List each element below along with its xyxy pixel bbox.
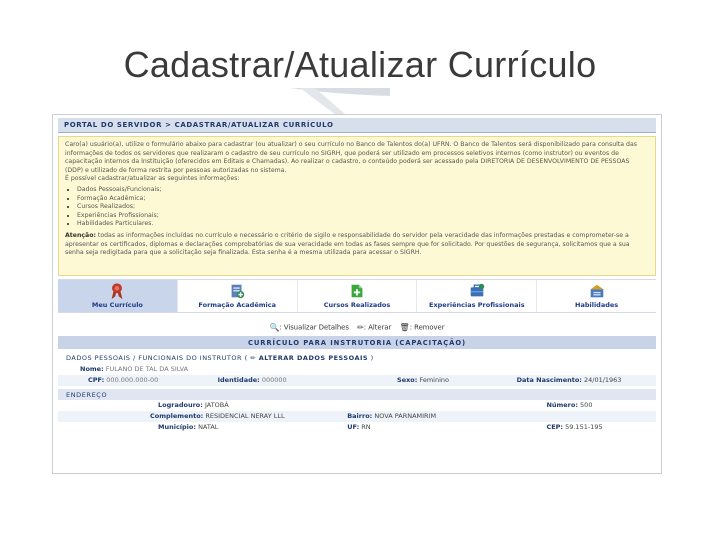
municipio-label: Município: xyxy=(158,423,196,431)
table-row xyxy=(58,375,656,386)
identidade-label: Identidade: xyxy=(217,376,260,384)
cep-value: 59.151-195 xyxy=(565,423,603,431)
table-row xyxy=(58,364,656,375)
table-row xyxy=(58,411,656,422)
alter-personal-data-link[interactable]: ALTERAR DADOS PESSOAIS xyxy=(258,354,369,362)
menu-experiencias-profissionais[interactable] xyxy=(417,280,537,312)
menu-meu-curriculo[interactable] xyxy=(58,280,178,312)
magnifier-icon: 🔍 xyxy=(269,323,280,332)
bairro-value: NOVA PARNAMIRIM xyxy=(374,412,437,420)
nome-value: FULANO DE TAL DA SILVA xyxy=(105,365,189,373)
list-item: ▪ Experiências Profissionais; xyxy=(77,212,649,221)
screenshot-panel xyxy=(52,114,662,474)
legend-edit: ✏: Alterar xyxy=(357,323,392,332)
complemento-label: Complemento: xyxy=(150,412,204,420)
sexo-value: Feminino xyxy=(419,376,449,384)
sexo-label: Sexo: xyxy=(397,376,418,384)
list-item: ▪ Cursos Realizados; xyxy=(77,203,649,212)
add-document-icon xyxy=(228,282,246,300)
identidade-value: 000000 xyxy=(261,376,287,384)
uf-value: RN xyxy=(361,423,371,431)
briefcase-icon xyxy=(468,282,486,300)
list-item: ▪ Formação Acadêmica; xyxy=(77,195,649,204)
info-list xyxy=(77,186,649,229)
breadcrumb: PORTAL DO SERVIDOR > CADASTRAR/ATUALIZAR CURRÍCULO xyxy=(58,118,656,133)
cep-label: CEP: xyxy=(546,423,564,431)
menu-label: Experiências Profissionais xyxy=(429,301,525,309)
skills-icon xyxy=(588,282,606,300)
legend-view: 🔍: Visualizar Detalhes xyxy=(269,323,349,332)
menu-label: Cursos Realizados xyxy=(323,301,391,309)
menu-formacao-academica[interactable] xyxy=(178,280,298,312)
cpf-value: 000.000.000-00 xyxy=(106,376,159,384)
menu-label: Meu Currículo xyxy=(91,301,143,309)
trash-icon: 🗑 xyxy=(399,323,410,332)
table-row xyxy=(58,400,656,411)
edit-icon: ✏ xyxy=(250,354,257,362)
menu-label: Formação Acadêmica xyxy=(198,301,276,309)
legend xyxy=(53,318,661,336)
menu-label: Habilidades xyxy=(575,301,619,309)
personal-data-heading: DADOS PESSOAIS / FUNCIONAIS DO INSTRUTOR ( ✏ ALTERAR DADOS PESSOAIS ) xyxy=(66,354,374,362)
list-item: ▪ Dados Pessoais/Funcionais; xyxy=(77,186,649,195)
numero-value: 500 xyxy=(580,401,593,409)
section-title: CURRÍCULO PARA INSTRUTORIA (CAPACITAÇÃO) xyxy=(58,336,656,349)
nome-label: Nome: xyxy=(80,365,104,373)
menu-habilidades[interactable] xyxy=(537,280,656,312)
info-intro: Caro(a) usuário(a), utilize o formulário abaixo para cadastrar (ou atualizar) o seu currículo no Banco de Talentos do(a) UFRN. O Banco de Talentos será disponibilizado para consulta das informações de todos os servidores que realizaram o cadastro de seu currículo no SIGRH, que poderá ser utilizado em processos seletivos internos (como instrutor) ou eventos de capacitação internos da Instituição (oferecidos em Editais e Chamadas). Ao realizar o cadastro, o conteúdo poderá ser acessado pela DIRETORIA DE DESENVOLVIMENTO DE PESSOAS (DDP) e utilizado de forma restrita por pessoas autorizadas no sistema. xyxy=(65,141,637,174)
info-warning xyxy=(65,232,649,258)
bairro-label: Bairro: xyxy=(347,412,373,420)
slide-title: Cadastrar/Atualizar Currículo xyxy=(123,44,597,85)
logradouro-value: JATOBÁ xyxy=(204,401,229,409)
pencil-icon: ✏ xyxy=(357,323,364,332)
complemento-value: RESIDENCIAL NERAY LLL xyxy=(205,412,285,420)
table-row xyxy=(58,422,656,433)
endereco-heading: ENDEREÇO xyxy=(58,389,656,400)
numero-label: Número: xyxy=(546,401,578,409)
nascimento-value: 24/01/1963 xyxy=(583,376,622,384)
list-item: ▪ Habilidades Particulares. xyxy=(77,220,649,229)
warning-label: Atenção: xyxy=(65,231,96,239)
info-list-intro: É possível cadastrar/atualizar as seguintes informações: xyxy=(65,175,240,183)
curriculum-menu xyxy=(58,279,656,313)
municipio-value: NATAL xyxy=(198,423,219,431)
logradouro-label: Logradouro: xyxy=(158,401,203,409)
legend-remove: 🗑: Remover xyxy=(399,323,445,332)
add-course-icon xyxy=(348,282,366,300)
warning-text: todas as informações incluídas no currículo e necessário o critério de sigilo e responsabilidade do servidor pela veracidade das informações prestadas e comprometer-se a apresentar os certificados, diplomas e declarações comprobatórias de sua veracidade em todas as fases sempre que for solicitado. Por questões de segurança, solicitamos que a sua senha seja redigitada para que a solicitação seja finalizada. Esta senha é a mesma utilizada para acessar o SIGRH. xyxy=(65,231,630,257)
menu-cursos-realizados[interactable] xyxy=(298,280,418,312)
uf-label: UF: xyxy=(347,423,360,431)
info-box xyxy=(58,136,656,276)
nascimento-label: Data Nascimento: xyxy=(516,376,582,384)
cpf-label: CPF: xyxy=(88,376,105,384)
ribbon-icon xyxy=(108,282,126,300)
